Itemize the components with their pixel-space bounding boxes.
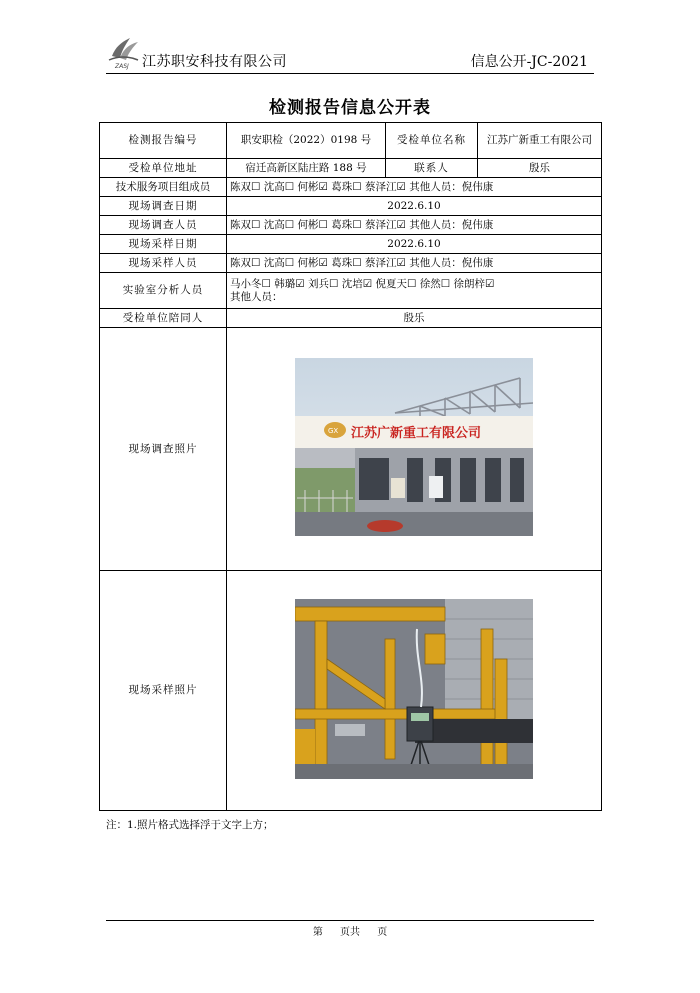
- survey-photo-cell: [227, 328, 602, 571]
- company-name: 江苏职安科技有限公司: [142, 54, 287, 70]
- row-address: [100, 159, 602, 178]
- address-label: 受检单位地址: [100, 159, 227, 178]
- lab-label: 实验室分析人员: [100, 273, 227, 309]
- survey-staff-value: 陈双☐ 沈高☐ 何彬☐ 葛珠☐ 蔡泽江☑ 其他人员：倪伟康: [227, 216, 602, 235]
- address-value: 宿迁高新区陆庄路 188 号: [227, 159, 386, 178]
- sampling-photo-label: 现场采样照片: [100, 571, 227, 811]
- row-escort: [100, 309, 602, 328]
- header-divider: [106, 73, 594, 74]
- row-lab: [100, 273, 602, 309]
- row-report-no: [100, 123, 602, 159]
- survey-photo-label: 现场调查照片: [100, 328, 227, 571]
- company-logo: [106, 34, 140, 70]
- row-team: [100, 178, 602, 197]
- lab-line-2: 其他人员：: [230, 290, 283, 303]
- svg-text:ZASJ: ZASJ: [115, 63, 129, 70]
- page-footer: [0, 923, 700, 938]
- sampling-photo-cell: [227, 571, 602, 811]
- row-survey-staff: [100, 216, 602, 235]
- row-sampling-photo: [100, 571, 602, 811]
- info-table: [99, 122, 602, 811]
- sampling-staff-label: 现场采样人员: [100, 254, 227, 273]
- escort-value: 殷乐: [227, 309, 602, 328]
- survey-staff-label: 现场调查人员: [100, 216, 227, 235]
- sampling-date-label: 现场采样日期: [100, 235, 227, 254]
- footer-page-prefix: 第: [312, 927, 323, 938]
- document-code: 信息公开-JC-2021: [470, 54, 588, 70]
- page-header: [106, 34, 594, 72]
- survey-date-value: 2022.6.10: [227, 197, 602, 216]
- footer-divider: [106, 920, 594, 921]
- lab-line-1: 马小冬☐ 韩璐☑ 刘兵☐ 沈培☑ 倪夏天☐ 徐然☐ 徐朗梓☑: [230, 277, 495, 290]
- survey-date-label: 现场调查日期: [100, 197, 227, 216]
- sampling-photo: [295, 599, 533, 779]
- lab-value: [227, 273, 602, 309]
- survey-photo: [295, 358, 533, 536]
- report-no-value: 职安职检（2022）0198 号: [227, 123, 386, 159]
- report-no-label: 检测报告编号: [100, 123, 227, 159]
- footer-page-mid: 页共: [340, 927, 360, 938]
- client-name-label: 受检单位名称: [386, 123, 478, 159]
- client-name-value: 江苏广新重工有限公司: [478, 123, 602, 159]
- sampling-staff-value: 陈双☐ 沈高☐ 何彬☑ 葛珠☐ 蔡泽江☑ 其他人员：倪伟康: [227, 254, 602, 273]
- row-sampling-date: [100, 235, 602, 254]
- footnote: 注：1.照片格式选择浮于文字上方；: [106, 819, 274, 831]
- sampling-date-value: 2022.6.10: [227, 235, 602, 254]
- row-survey-date: [100, 197, 602, 216]
- row-sampling-staff: [100, 254, 602, 273]
- row-survey-photo: [100, 328, 602, 571]
- svg-text:GX: GX: [328, 427, 339, 435]
- contact-value: 殷乐: [478, 159, 602, 178]
- team-label: 技术服务项目组成员: [100, 178, 227, 197]
- svg-text:江苏广新重工有限公司: 江苏广新重工有限公司: [351, 426, 482, 441]
- team-value: 陈双☐ 沈高☐ 何彬☑ 葛珠☐ 蔡泽江☑ 其他人员：倪伟康: [227, 178, 602, 197]
- page-title: 检测报告信息公开表: [269, 98, 431, 118]
- escort-label: 受检单位陪同人: [100, 309, 227, 328]
- footer-page-suffix: 页: [377, 927, 388, 938]
- contact-label: 联系人: [386, 159, 478, 178]
